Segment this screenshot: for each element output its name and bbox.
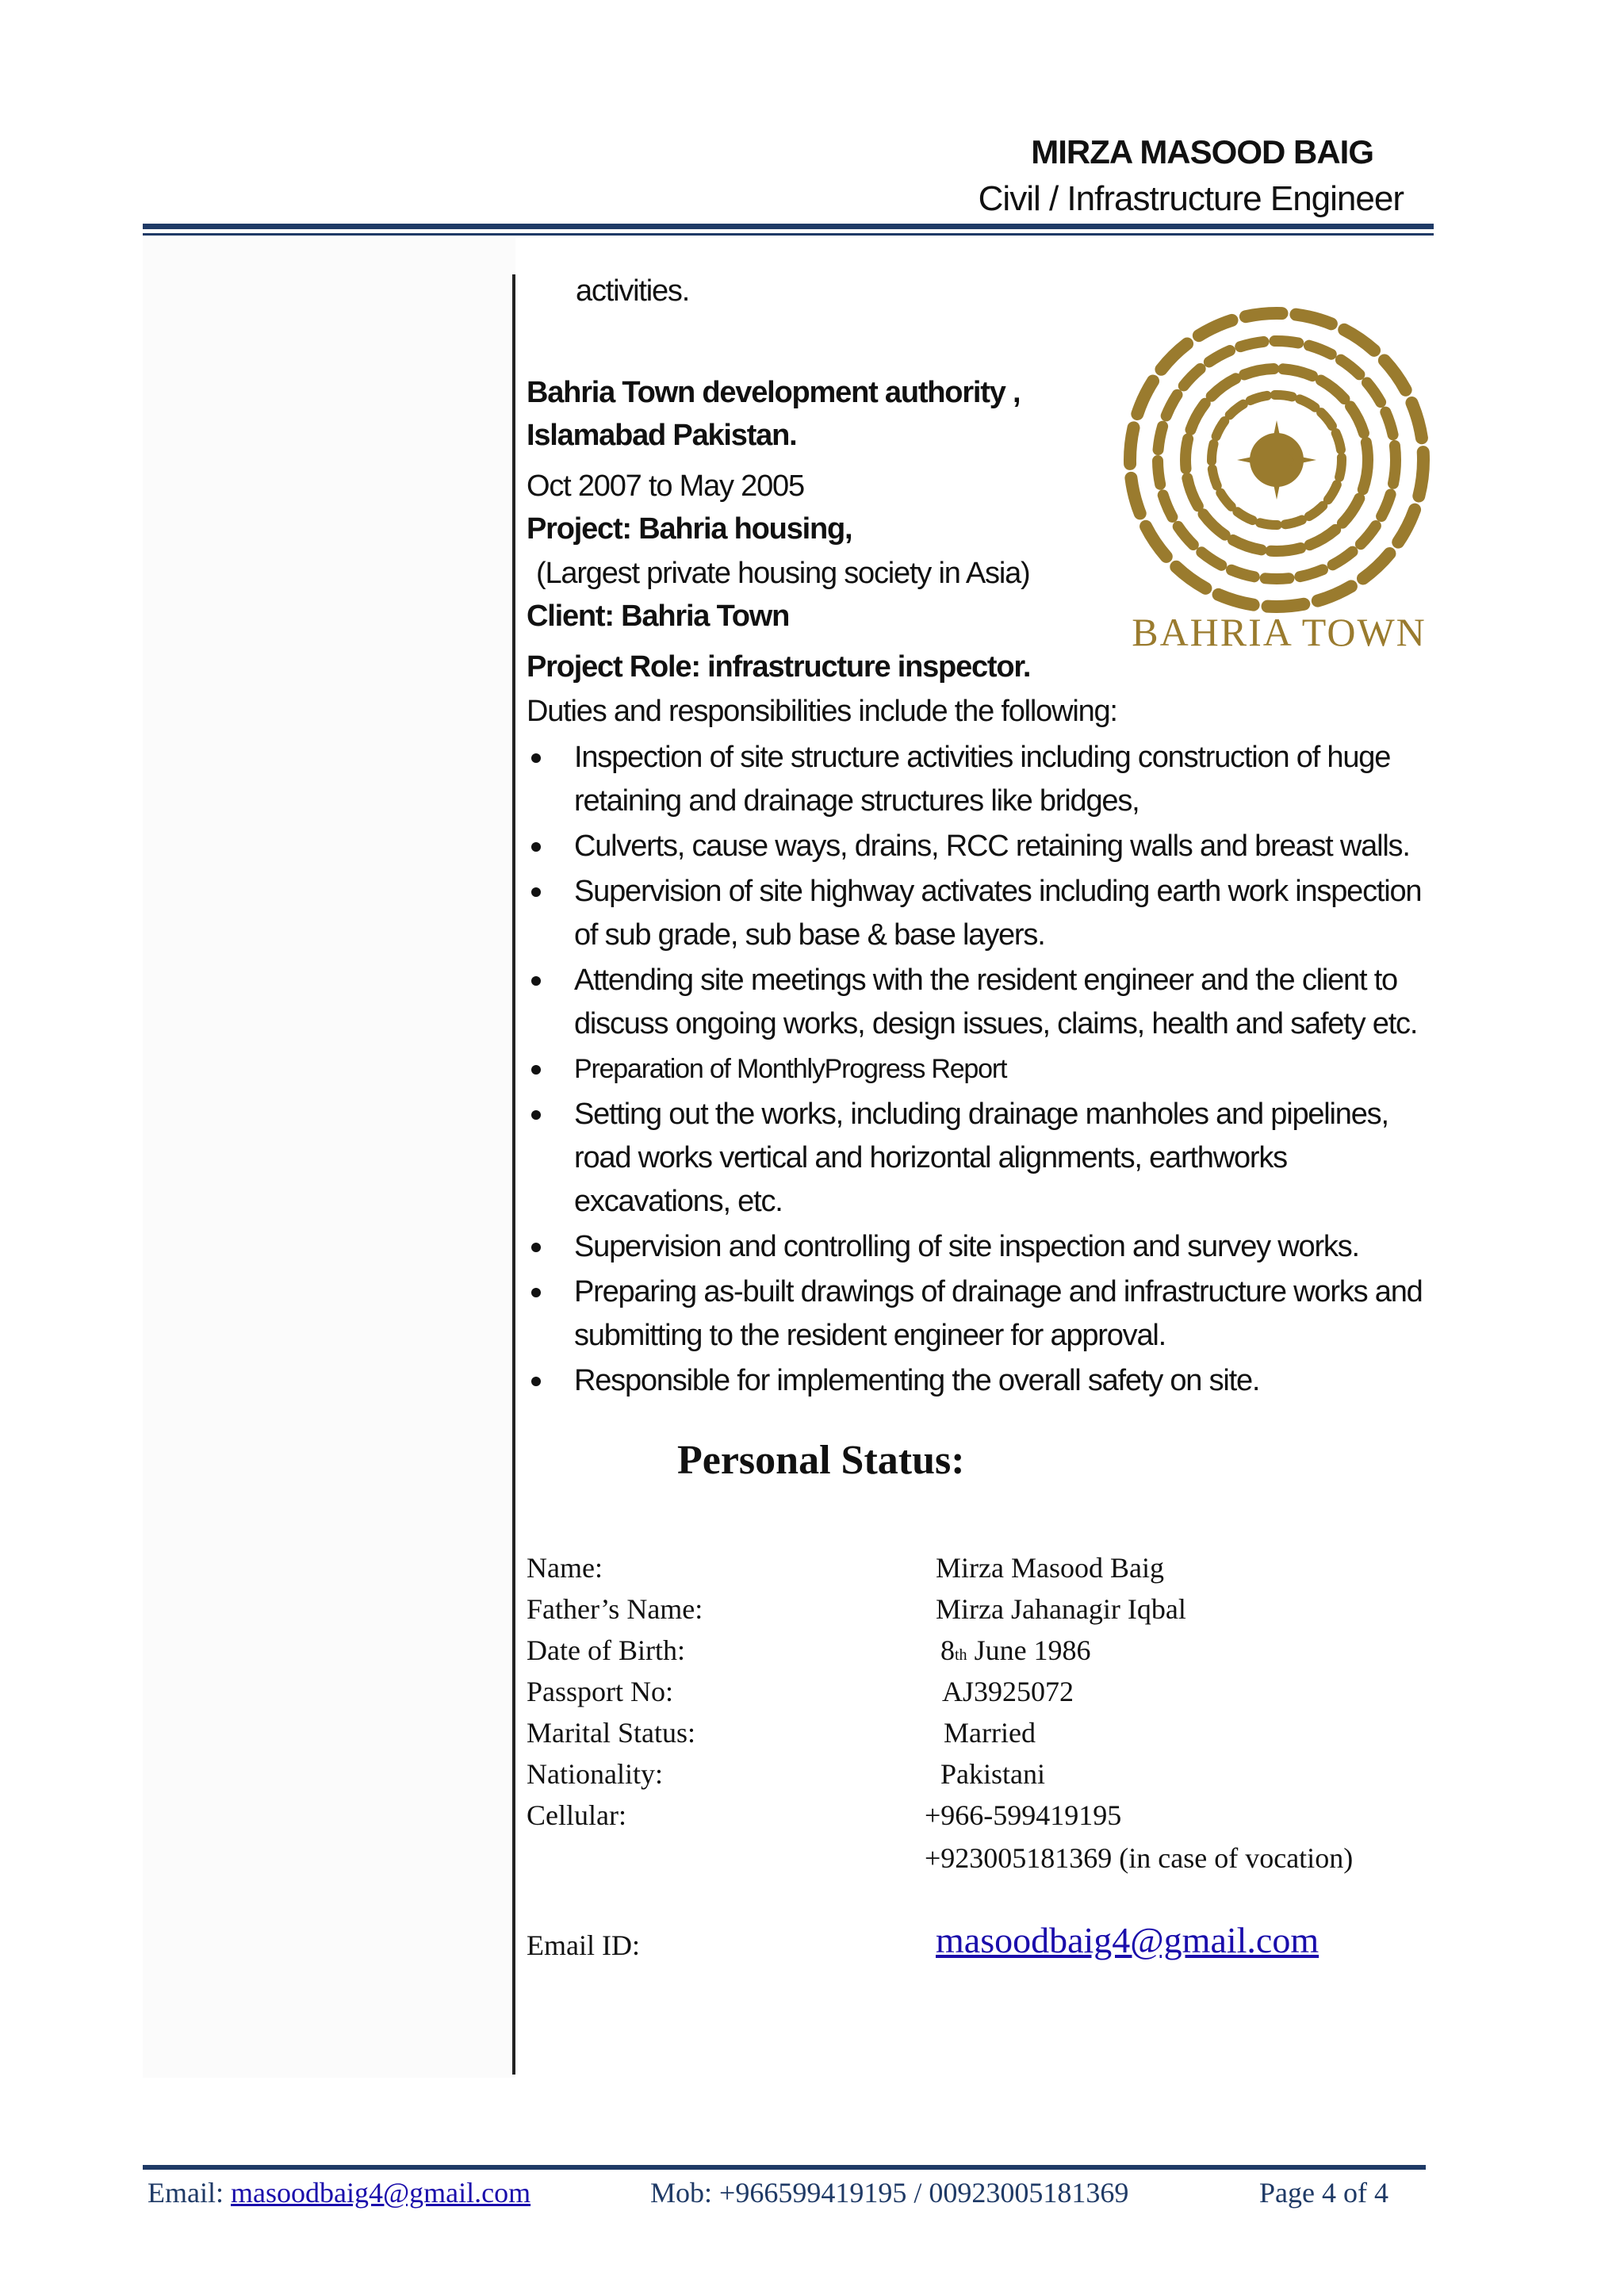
bullet-icon <box>531 1377 541 1386</box>
marital-status-label: Marital Status: <box>527 1717 695 1749</box>
header-title: Civil / Infrastructure Engineer <box>978 179 1404 218</box>
bullet-icon <box>531 753 541 763</box>
dob-label: Date of Birth: <box>527 1634 685 1666</box>
email-label: Email ID: <box>527 1929 640 1961</box>
bullet-icon <box>531 976 541 986</box>
nationality-value: Pakistani <box>940 1758 1045 1790</box>
marital-status-value: Married <box>944 1717 1036 1749</box>
project-role: Project Role: infrastructure inspector. <box>527 650 1031 684</box>
bullet-icon <box>531 842 541 852</box>
duties-intro: Duties and responsibilities include the following: <box>527 695 1117 728</box>
list-item: Attending site meetings with the resident engineer and the client to discuss ongoing works, design issues, claims, health and safety etc. <box>528 959 1440 1046</box>
header-rule-thin <box>143 233 1434 236</box>
company-name: Bahria Town development authority , <box>527 376 1021 409</box>
project-name: Project: Bahria housing, <box>527 512 852 546</box>
cellular-label: Cellular: <box>527 1799 626 1831</box>
bullet-icon <box>531 1243 541 1252</box>
duties-list <box>528 736 1440 1404</box>
bullet-icon <box>531 1288 541 1297</box>
passport-value: AJ3925072 <box>942 1676 1074 1707</box>
footer-mobile: Mob: +966599419195 / 00923005181369 <box>650 2177 1129 2209</box>
previous-entry-tail: activities. <box>576 274 690 308</box>
email-value[interactable] <box>936 1919 1319 1961</box>
bullet-icon <box>531 1110 541 1120</box>
cellular-value-secondary: +923005181369 (in case of vocation) <box>925 1842 1354 1874</box>
footer-email: Email: masoodbaig4@gmail.com <box>147 2177 531 2209</box>
logo-text: BAHRIA TOWN <box>1132 610 1427 654</box>
project-note: (Largest private housing society in Asia) <box>536 557 1030 590</box>
dob-value: 8th June 1986 <box>940 1634 1091 1666</box>
cellular-value-primary: +966-599419195 <box>925 1799 1122 1831</box>
list-item: Culverts, cause ways, drains, RCC retaining walls and breast walls. <box>528 825 1440 868</box>
header-rule <box>143 224 1434 229</box>
footer-email-link[interactable]: masoodbaig4@gmail.com <box>230 2177 531 2209</box>
list-item: Inspection of site structure activities including construction of huge retaining and drainage structures like bridges, <box>528 736 1440 823</box>
list-item: Setting out the works, including drainage manholes and pipelines, road works vertical and horizontal alignments, earthworks excavations, etc. <box>528 1093 1440 1224</box>
bullet-icon <box>531 1065 541 1075</box>
footer-rule <box>143 2165 1426 2170</box>
list-item: Preparing as-built drawings of drainage and infrastructure works and submitting to the resident engineer for approval. <box>528 1270 1440 1358</box>
list-item: Responsible for implementing the overall safety on site. <box>528 1359 1440 1403</box>
nationality-label: Nationality: <box>527 1758 663 1790</box>
list-item: Supervision and controlling of site inspection and survey works. <box>528 1225 1440 1269</box>
father-name-label: Father’s Name: <box>527 1593 703 1625</box>
left-column <box>143 238 515 2078</box>
client-name: Client: Bahria Town <box>527 600 790 633</box>
footer-page-number: Page 4 of 4 <box>1259 2177 1388 2209</box>
bullet-icon <box>531 887 541 897</box>
email-link[interactable]: masoodbaig4@gmail.com <box>936 1920 1320 1960</box>
company-location: Islamabad Pakistan. <box>527 419 797 452</box>
personal-status-heading: Personal Status: <box>677 1438 965 1483</box>
list-item: Supervision of site highway activates including earth work inspection of sub grade, sub base & base layers. <box>528 870 1440 957</box>
passport-label: Passport No: <box>527 1676 674 1707</box>
father-name-value: Mirza Jahanagir Iqbal <box>936 1593 1186 1625</box>
column-divider <box>512 274 515 2075</box>
name-label: Name: <box>527 1552 603 1584</box>
employment-dates: Oct 2007 to May 2005 <box>527 469 804 503</box>
name-value: Mirza Masood Baig <box>936 1552 1164 1584</box>
header-name: MIRZA MASOOD BAIG <box>1031 133 1373 170</box>
list-item: Preparation of MonthlyProgress Report <box>528 1048 1440 1091</box>
